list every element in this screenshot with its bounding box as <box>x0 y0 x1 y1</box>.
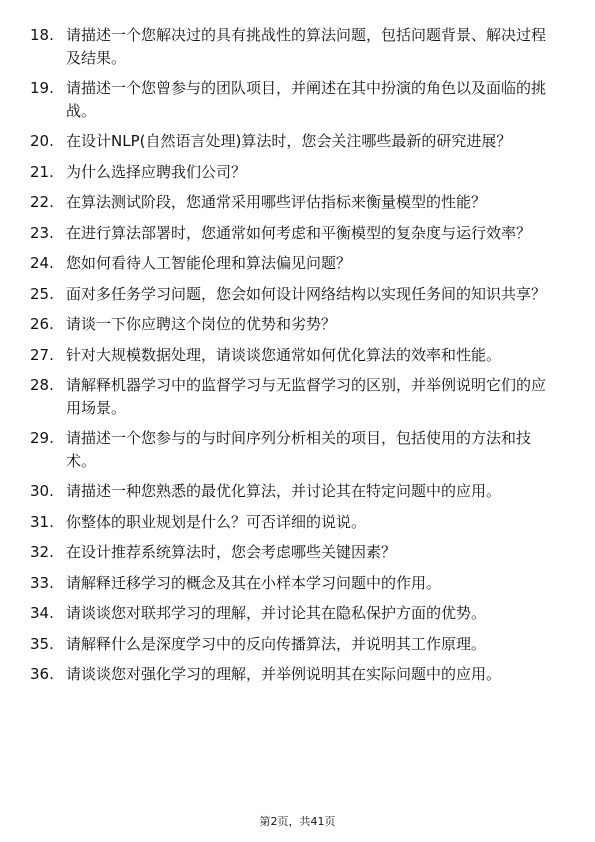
question-item <box>30 511 560 534</box>
question-number: 24. <box>30 254 54 272</box>
question-number: 36. <box>30 665 54 683</box>
question-text: 在算法测试阶段，您通常采用哪些评估指标来衡量模型的性能？ <box>66 193 487 211</box>
question-text: 请描述一个您参与的与时间序列分析相关的项目，包括使用的方法和技术。 <box>66 429 532 470</box>
question-item <box>30 344 560 367</box>
question-item <box>30 374 560 419</box>
question-text: 请谈谈您对联邦学习的理解，并讨论其在隐私保护方面的优势。 <box>66 604 487 622</box>
question-text: 请谈一下你应聘这个岗位的优势和劣势？ <box>66 315 337 333</box>
question-text: 针对大规模数据处理，请谈谈您通常如何优化算法的效率和性能。 <box>66 345 502 364</box>
question-text: 请描述一种您熟悉的最优化算法，并讨论其在特定问题中的应用。 <box>66 482 502 500</box>
question-number: 18. <box>30 26 54 44</box>
page-number-label: 第2页，共41页 <box>259 815 336 828</box>
question-text: 请谈谈您对强化学习的理解，并举例说明其在实际问题中的应用。 <box>66 665 502 683</box>
question-number: 34. <box>30 604 54 622</box>
question-number: 35. <box>30 634 54 653</box>
question-number: 33. <box>30 573 54 592</box>
question-number: 19. <box>30 79 54 97</box>
question-number: 29. <box>30 429 54 447</box>
page-footer <box>0 815 595 829</box>
question-number: 27. <box>30 345 54 364</box>
question-number: 20. <box>30 132 54 150</box>
question-item <box>30 541 560 564</box>
question-text: 面对多任务学习问题，您会如何设计网络结构以实现任务间的知识共享？ <box>66 284 547 303</box>
question-text: 请解释机器学习中的监督学习与无监督学习的区别，并举例说明它们的应用场景。 <box>66 376 547 417</box>
question-text: 请解释迁移学习的概念及其在小样本学习问题中的作用。 <box>66 573 442 592</box>
question-number: 23. <box>30 223 54 242</box>
question-text: 请描述一个您解决过的具有挑战性的算法问题，包括问题背景、解决过程及结果。 <box>66 26 547 67</box>
question-item <box>30 633 560 656</box>
question-number: 28. <box>30 376 54 394</box>
question-list <box>30 24 560 694</box>
question-number: 21. <box>30 162 54 181</box>
question-item <box>30 222 560 245</box>
question-item <box>30 130 560 153</box>
question-text: 请描述一个您曾参与的团队项目，并阐述在其中扮演的角色以及面临的挑战。 <box>66 79 547 120</box>
question-item <box>30 24 560 69</box>
question-number: 25. <box>30 284 54 303</box>
question-text: 你整体的职业规划是什么？可否详细的说说。 <box>66 512 367 531</box>
question-item <box>30 427 560 472</box>
question-number: 31. <box>30 512 54 531</box>
question-item <box>30 283 560 306</box>
question-item <box>30 602 560 625</box>
question-text: 在进行算法部署时，您通常如何考虑和平衡模型的复杂度与运行效率？ <box>66 223 532 242</box>
question-text: 您如何看待人工智能伦理和算法偏见问题？ <box>66 254 352 272</box>
question-text: 请解释什么是深度学习中的反向传播算法，并说明其工作原理。 <box>66 634 487 653</box>
question-item <box>30 252 560 275</box>
question-text: 在设计NLP(自然语言处理)算法时，您会关注哪些最新的研究进展？ <box>66 132 512 150</box>
question-number: 30. <box>30 482 54 500</box>
question-item <box>30 572 560 595</box>
question-item <box>30 191 560 214</box>
question-text: 在设计推荐系统算法时，您会考虑哪些关键因素？ <box>66 543 397 561</box>
question-number: 26. <box>30 315 54 333</box>
question-number: 22. <box>30 193 54 211</box>
question-number: 32. <box>30 543 54 561</box>
question-item <box>30 161 560 184</box>
question-item <box>30 480 560 503</box>
question-item <box>30 313 560 336</box>
question-text: 为什么选择应聘我们公司？ <box>66 162 247 181</box>
question-item <box>30 77 560 122</box>
question-item <box>30 663 560 686</box>
